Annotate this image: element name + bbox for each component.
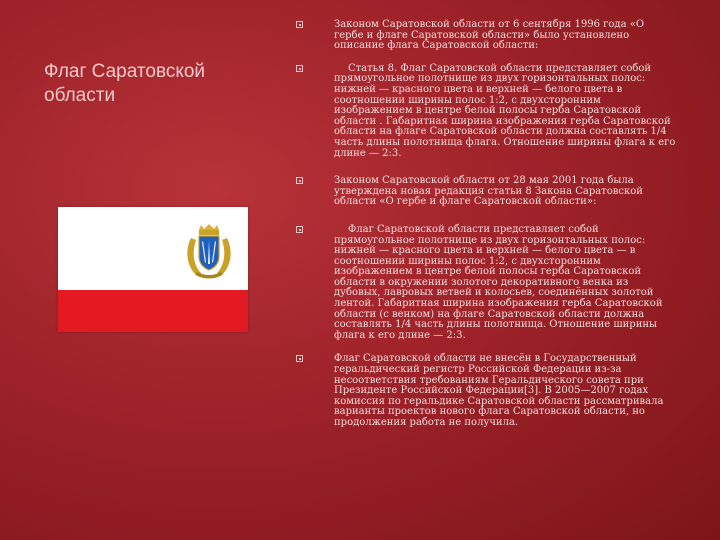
bullet-text: Флаг Саратовской области не внесён в Государственный геральдический регистр Российской Федерации из-за несоответствия требованиям Геральдического совета при Президенте Российской Федерации[3]. В 2005—2007 годах комиссия по геральдике Саратовской области рассматривала варианты проектов нового флага Саратовской области, но продолжения работа не получила. [334, 353, 664, 428]
bullet-text: Флаг Саратовской области представляет собой прямоугольное полотнище из двух горизонтальных полос: нижней — красного цвета и верхней — белого цвета — в соотношении ширины полос 1:2, с двухсторонним изображением в центре белой полосы герба Саратовской области в окружении золотого декоративного венка из дубовых, лавровых ветвей и колосьев, соединённых золотой лентой. Габаритная ширина изображения герба Саратовской области (с венком) на флаге Саратовской области должна составлять 1/4 часть длины полотнища. Отношение ширины флага к его длине — 2:3. [334, 223, 663, 341]
bullet-item [296, 225, 676, 342]
flag-red-stripe [58, 290, 248, 332]
bullet-text: Законом Саратовской области от 6 сентября 1996 года «О гербе и флаге Саратовской области» было установлено описание флага Саратовской области: [334, 19, 645, 52]
coat-of-arms-icon [183, 224, 235, 282]
bullet-icon [296, 177, 303, 184]
bullet-icon [296, 21, 303, 28]
bullet-text: Статья 8. Флаг Саратовской области представляет собой прямоугольное полотнище из двух горизонтальных полос: нижней — красного цвета и верхней — белого цвета в соотношении ширины полос 1:2, с двухсторонним изображением в центре белой полосы герба Саратовской области . Габаритная ширина изображения герба Саратовской области на флаге Саратовской области должна составлять 1/4 часть длины полотнища флага. Отношение ширины флага к его длине — 2:3. [334, 62, 676, 159]
bullet-icon [296, 226, 303, 233]
bullet-item [296, 176, 676, 208]
bullet-item [296, 20, 676, 52]
bullet-item [296, 354, 676, 428]
saratov-flag-image [58, 207, 248, 332]
bullet-text: Законом Саратовской области от 28 мая 2001 года была утверждена новая редакция статьи 8 Закона Саратовской области «О гербе и флаге Саратовской области»: [334, 175, 643, 208]
bullet-list [296, 20, 676, 429]
bullet-icon [296, 65, 303, 72]
bullet-item [296, 64, 676, 159]
bullet-icon [296, 355, 303, 362]
slide-title: Флаг Саратовской области [44, 61, 206, 106]
